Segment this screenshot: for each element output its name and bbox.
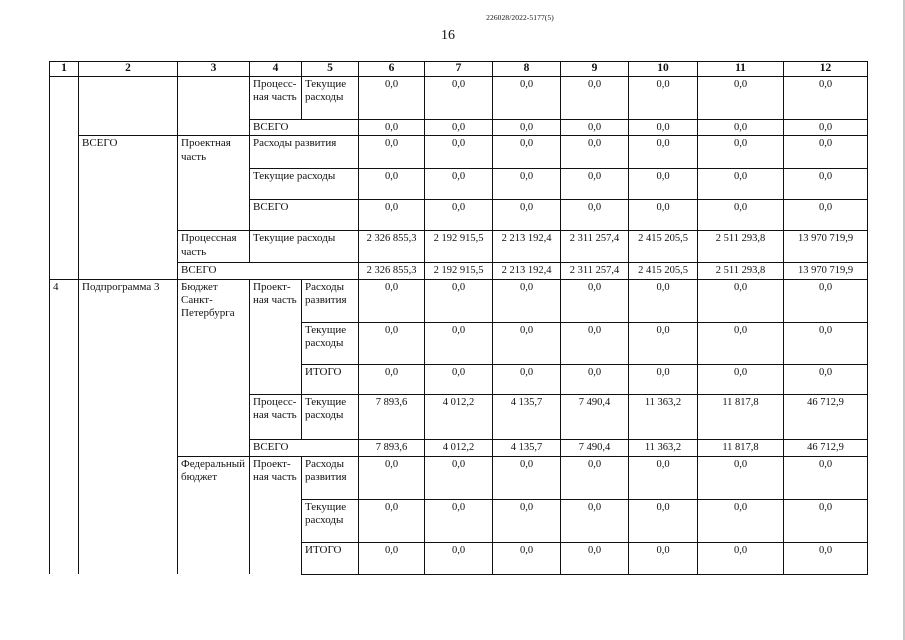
document-id: 226028/2022-5177(5)	[486, 13, 554, 22]
value-cell: 2 511 293,8	[698, 231, 784, 263]
value-cell: 2 415 205,5	[629, 263, 698, 280]
page-number: 16	[441, 28, 455, 43]
value-cell: 0,0	[359, 200, 425, 231]
value-cell: 0,0	[698, 279, 784, 322]
value-cell: 0,0	[561, 169, 629, 200]
value-cell: 0,0	[561, 279, 629, 322]
total-label-cell: ИТОГО	[302, 364, 359, 394]
value-cell: 0,0	[493, 322, 561, 364]
part-cell: Процесс-ная часть	[250, 76, 302, 119]
table-row	[50, 279, 868, 322]
value-cell: 2 213 192,4	[493, 263, 561, 280]
total-label-cell: ИТОГО	[302, 542, 359, 574]
expense-type-cell: Расходы развития	[250, 136, 359, 169]
value-cell: 11 817,8	[698, 439, 784, 456]
column-header: 2	[79, 62, 178, 77]
value-cell: 0,0	[629, 169, 698, 200]
value-cell: 0,0	[561, 76, 629, 119]
value-cell: 0,0	[698, 76, 784, 119]
expense-type-cell: Расходы развития	[302, 456, 359, 499]
value-cell: 0,0	[629, 322, 698, 364]
value-cell: 0,0	[698, 169, 784, 200]
value-cell: 0,0	[784, 136, 868, 169]
value-cell: 0,0	[629, 542, 698, 574]
row-number-cell: 4	[50, 279, 79, 574]
value-cell: 0,0	[425, 279, 493, 322]
total-label-cell: ВСЕГО	[250, 439, 359, 456]
value-cell: 0,0	[629, 499, 698, 542]
column-header: 4	[250, 62, 302, 77]
value-cell: 0,0	[493, 456, 561, 499]
value-cell: 0,0	[561, 542, 629, 574]
row-name-cell: Подпрограмма 3	[79, 279, 178, 574]
value-cell: 0,0	[629, 136, 698, 169]
value-cell: 0,0	[784, 76, 868, 119]
value-cell: 0,0	[629, 456, 698, 499]
total-label-cell: ВСЕГО	[250, 200, 359, 231]
value-cell: 0,0	[784, 119, 868, 136]
value-cell: 7 893,6	[359, 394, 425, 439]
value-cell: 0,0	[784, 456, 868, 499]
value-cell: 0,0	[629, 119, 698, 136]
source-cell: Бюджет Санкт-Петербурга	[178, 279, 250, 456]
row-name-cell: ВСЕГО	[79, 136, 178, 280]
value-cell: 4 012,2	[425, 394, 493, 439]
value-cell: 0,0	[359, 119, 425, 136]
column-header: 1	[50, 62, 79, 77]
value-cell: 0,0	[493, 169, 561, 200]
value-cell: 0,0	[629, 76, 698, 119]
value-cell: 2 213 192,4	[493, 231, 561, 263]
part-cell: Процессная часть	[178, 231, 250, 263]
expense-type-cell: Текущие расходы	[250, 169, 359, 200]
value-cell: 0,0	[425, 200, 493, 231]
value-cell: 2 311 257,4	[561, 263, 629, 280]
column-header: 10	[629, 62, 698, 77]
value-cell: 11 363,2	[629, 439, 698, 456]
value-cell: 2 311 257,4	[561, 231, 629, 263]
value-cell: 0,0	[425, 169, 493, 200]
value-cell: 0,0	[359, 542, 425, 574]
value-cell: 0,0	[359, 364, 425, 394]
value-cell: 0,0	[493, 119, 561, 136]
value-cell: 4 012,2	[425, 439, 493, 456]
value-cell: 0,0	[784, 169, 868, 200]
total-label-cell: ВСЕГО	[178, 263, 359, 280]
source-cell	[178, 76, 250, 136]
value-cell: 13 970 719,9	[784, 231, 868, 263]
value-cell: 0,0	[493, 542, 561, 574]
value-cell: 46 712,9	[784, 394, 868, 439]
value-cell: 0,0	[784, 542, 868, 574]
value-cell: 0,0	[425, 136, 493, 169]
table-header-row	[50, 62, 868, 77]
value-cell: 0,0	[784, 279, 868, 322]
value-cell: 0,0	[359, 322, 425, 364]
value-cell: 0,0	[784, 200, 868, 231]
column-header: 6	[359, 62, 425, 77]
value-cell: 0,0	[698, 200, 784, 231]
value-cell: 0,0	[425, 456, 493, 499]
value-cell: 0,0	[629, 364, 698, 394]
value-cell: 0,0	[359, 169, 425, 200]
part-cell: Проект-ная часть	[250, 279, 302, 394]
value-cell: 11 363,2	[629, 394, 698, 439]
value-cell: 0,0	[561, 200, 629, 231]
value-cell: 0,0	[493, 136, 561, 169]
column-header: 3	[178, 62, 250, 77]
value-cell: 0,0	[425, 322, 493, 364]
value-cell: 0,0	[359, 76, 425, 119]
value-cell: 0,0	[493, 279, 561, 322]
value-cell: 2 192 915,5	[425, 263, 493, 280]
expense-type-cell: Текущие расходы	[302, 322, 359, 364]
value-cell: 0,0	[698, 499, 784, 542]
value-cell: 13 970 719,9	[784, 263, 868, 280]
value-cell: 0,0	[425, 499, 493, 542]
value-cell: 0,0	[561, 322, 629, 364]
value-cell: 0,0	[493, 364, 561, 394]
value-cell: 4 135,7	[493, 394, 561, 439]
value-cell: 0,0	[629, 279, 698, 322]
value-cell: 0,0	[698, 456, 784, 499]
value-cell: 0,0	[425, 119, 493, 136]
expense-type-cell: Текущие расходы	[302, 394, 359, 439]
column-header: 12	[784, 62, 868, 77]
expense-type-cell: Расходы развития	[302, 279, 359, 322]
row-name-cell	[79, 76, 178, 136]
value-cell: 2 415 205,5	[629, 231, 698, 263]
value-cell: 0,0	[359, 136, 425, 169]
column-header: 5	[302, 62, 359, 77]
value-cell: 7 490,4	[561, 439, 629, 456]
value-cell: 0,0	[698, 542, 784, 574]
table-row	[50, 136, 868, 169]
value-cell: 0,0	[698, 322, 784, 364]
value-cell: 0,0	[784, 499, 868, 542]
part-cell: Проект-ная часть	[250, 456, 302, 574]
value-cell: 0,0	[425, 76, 493, 119]
value-cell: 0,0	[784, 364, 868, 394]
value-cell: 0,0	[561, 456, 629, 499]
expense-type-cell: Текущие расходы	[302, 76, 359, 119]
row-number-cell	[50, 76, 79, 279]
budget-table	[49, 61, 868, 575]
table-row	[50, 76, 868, 119]
value-cell: 7 893,6	[359, 439, 425, 456]
value-cell: 46 712,9	[784, 439, 868, 456]
total-label-cell: ВСЕГО	[250, 119, 359, 136]
value-cell: 0,0	[561, 136, 629, 169]
value-cell: 0,0	[425, 542, 493, 574]
value-cell: 0,0	[784, 322, 868, 364]
column-header: 7	[425, 62, 493, 77]
value-cell: 2 511 293,8	[698, 263, 784, 280]
value-cell: 0,0	[698, 364, 784, 394]
value-cell: 0,0	[629, 200, 698, 231]
value-cell: 0,0	[561, 499, 629, 542]
column-header: 11	[698, 62, 784, 77]
column-header: 8	[493, 62, 561, 77]
value-cell: 0,0	[425, 364, 493, 394]
expense-type-cell: Текущие расходы	[302, 499, 359, 542]
value-cell: 2 326 855,3	[359, 263, 425, 280]
value-cell: 0,0	[698, 136, 784, 169]
value-cell: 7 490,4	[561, 394, 629, 439]
value-cell: 0,0	[359, 499, 425, 542]
part-cell: Процесс-ная часть	[250, 394, 302, 439]
value-cell: 0,0	[493, 200, 561, 231]
value-cell: 0,0	[359, 279, 425, 322]
value-cell: 2 326 855,3	[359, 231, 425, 263]
column-header: 9	[561, 62, 629, 77]
expense-type-cell: Текущие расходы	[250, 231, 359, 263]
value-cell: 0,0	[698, 119, 784, 136]
value-cell: 11 817,8	[698, 394, 784, 439]
source-cell: Федеральный бюджет	[178, 456, 250, 574]
part-cell: Проектная часть	[178, 136, 250, 231]
value-cell: 4 135,7	[493, 439, 561, 456]
value-cell: 0,0	[493, 499, 561, 542]
value-cell: 2 192 915,5	[425, 231, 493, 263]
value-cell: 0,0	[561, 364, 629, 394]
value-cell: 0,0	[561, 119, 629, 136]
value-cell: 0,0	[493, 76, 561, 119]
value-cell: 0,0	[359, 456, 425, 499]
